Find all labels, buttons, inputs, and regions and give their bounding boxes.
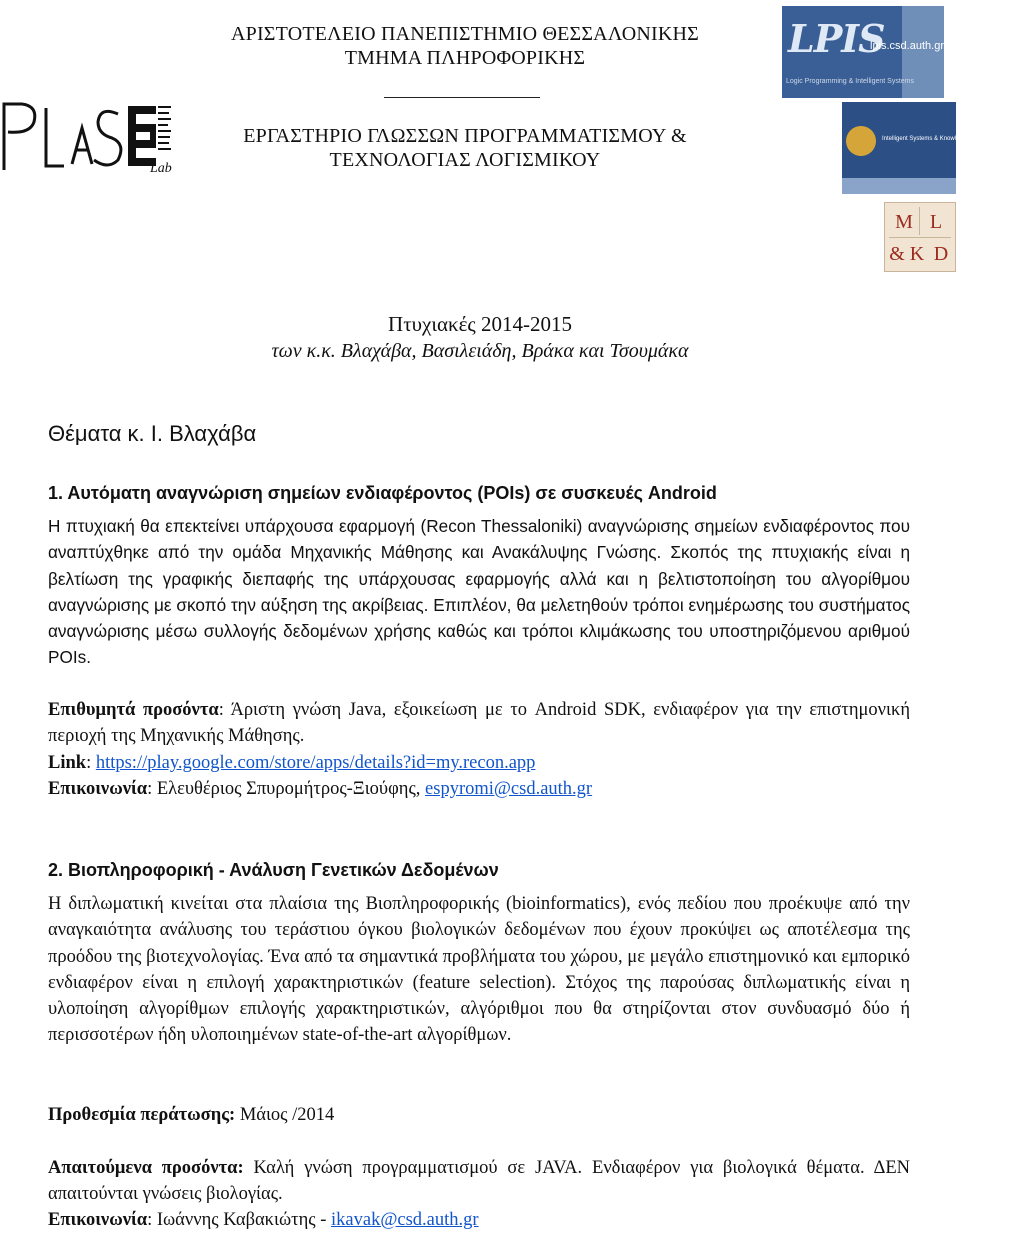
iskp-emblem-icon — [846, 126, 876, 156]
contact-label: Επικοινωνία — [48, 1210, 148, 1230]
skills-label: Επιθυμητά προσόντα — [48, 700, 219, 720]
topic1-link-line — [48, 750, 535, 776]
deadline-value: Μάιος /2014 — [235, 1105, 335, 1125]
contact-label: Επικοινωνία — [48, 779, 148, 799]
mlkd-letter: & — [889, 243, 905, 265]
iskp-title: Intelligent Systems & Knowledge Processing group — [882, 136, 1018, 142]
mlkd-letter: L — [929, 211, 943, 233]
university-name: ΑΡΙΣΤΟΤΕΛΕΙΟ ΠΑΝΕΠΙΣΤΗΜΙΟ ΘΕΣΣΑΛΟΝΙΚΗΣ — [230, 23, 699, 45]
svg-text:Lab: Lab — [150, 161, 172, 176]
mlkd-logo — [884, 202, 956, 272]
topic2-contact-line — [48, 1207, 479, 1233]
mlkd-divider — [919, 207, 920, 235]
professors-line: των κ.κ. Βλαχάβα, Βασιλειάδη, Βράκα και Τσουμάκα — [271, 340, 689, 362]
lpis-url: lpis.csd.auth.gr — [870, 40, 944, 52]
iskp-logo — [842, 102, 1018, 194]
contact-name: : Ελευθέριος Σπυρομήτρος-Ξιούφης, — [147, 779, 426, 799]
mlkd-letter: D — [933, 243, 949, 265]
topic1-description: Η πτυχιακή θα επεκτείνει υπάρχουσα εφαρμογή (Recon Thessaloniki) αναγνώρισης σημείων ενδιαφέροντος που αναπτύχθηκε από την ομάδα Μηχανικής Μάθησης και Ανακάλυψης Γνώσης. Σκοπός της πτυχιακής είναι η βελτίωση της γραφικής διεπαφής της υπάρχουσας εφαρμογής αλλά και η βελτιστοποίηση του αλγορίθμου αναγνώρισης με σκοπό την αύξηση της ακρίβειας. Επιπλέον, θα μελετηθούν τρόποι ενημέρωσης του συστήματος αναγνώρισης μέσω συλλογής δεδομένων χρήσης καθώς και τρόποι κλιμάκωσης του υποστηριζόμενου αριθμού POIs. — [48, 516, 910, 668]
lab-name-line2: ΤΕΧΝΟΛΟΓΙΑΣ ΛΟΓΙΣΜΙΚΟΥ — [329, 149, 601, 171]
skills-text: : Άριστη γνώση Java, εξοικείωση με το Android SDK, ενδιαφέρον για την επιστημονική περιοχή της Μηχανικής Μάθησης. — [48, 700, 910, 747]
link-label: Link — [48, 753, 87, 773]
topic2-description: Η διπλωματική κινείται στα πλαίσια της Βιοπληροφορικής (bioinformatics), ενός πεδίου που προέκυψε από την αναγκαιότητα ανάλυσης του τεράστιου όγκου βιολογικών δεδομένων που έχουν προκύψει ως αποτέλεσμα της προόδου της βιοτεχνολογίας. Ένα από τα σημαντικά προβλήματα του χώρου, με μεγάλο επιστημονικό και εμπορικό ενδιαφέρον είναι η επιλογή χαρακτηριστικών (feature selection). Στόχος της παρούσας διπλωματικής είναι η υλοποίηση αλγορίθμων επιλογής χαρακτηριστικών, αλγόριθμοι που θα στηρίζονται στον συνδυασμό δύο ή περισσοτέρων ήδη υλοποιημένων state-of-the-art αλγορίθμων. — [48, 894, 910, 1046]
contact-email-link[interactable]: espyromi@csd.auth.gr — [425, 779, 593, 799]
header-divider — [384, 97, 540, 98]
requirements-label: Απαιτούμενα προσόντα: — [48, 1158, 244, 1178]
iskp-strip — [842, 178, 956, 194]
topic2-heading: 2. Βιοπληροφορική - Ανάλυση Γενετικών Δεδομένων — [48, 860, 499, 880]
mlkd-letter: K — [909, 243, 925, 265]
link-colon: : — [86, 753, 96, 773]
lpis-logo — [782, 6, 944, 98]
topic2-deadline — [48, 1102, 334, 1128]
term-title: Πτυχιακές 2014-2015 — [388, 312, 572, 336]
play-store-link[interactable]: https://play.google.com/store/apps/details?id=my.recon.app — [95, 753, 536, 773]
requirements-text: Καλή γνώση προγραμματισμού σε JAVA. Ενδιαφέρον για βιολογικά θέματα. ΔΕΝ απαιτούνται γνώσεις βιολογίας. — [48, 1158, 911, 1205]
lab-name-line1: ΕΡΓΑΣΤΗΡΙΟ ΓΛΩΣΣΩΝ ΠΡΟΓΡΑΜΜΑΤΙΣΜΟΥ & — [243, 125, 687, 147]
topic2-requirements — [48, 1155, 910, 1208]
deadline-label: Προθεσμία περάτωσης: — [48, 1105, 236, 1125]
contact-email-link[interactable]: ikavak@csd.auth.gr — [331, 1210, 479, 1230]
mlkd-letter: M — [895, 211, 913, 233]
topics-heading: Θέματα κ. Ι. Βλαχάβα — [48, 421, 257, 446]
lpis-logo-mark: LPIS — [788, 16, 885, 61]
department-name: ΤΜΗΜΑ ΠΛΗΡΟΦΟΡΙΚΗΣ — [344, 47, 586, 69]
lpis-subtitle: Logic Programming & Intelligent Systems — [786, 78, 914, 85]
topic1-contact-line — [48, 776, 592, 802]
topic1-heading: 1. Αυτόματη αναγνώριση σημείων ενδιαφέροντος (POIs) σε συσκευές Android — [48, 483, 717, 503]
contact-name: : Ιωάννης Καβακιώτης - — [147, 1210, 332, 1230]
topic1-skills — [48, 697, 910, 750]
mlkd-divider — [889, 237, 951, 238]
plase-lab-logo — [0, 98, 172, 174]
